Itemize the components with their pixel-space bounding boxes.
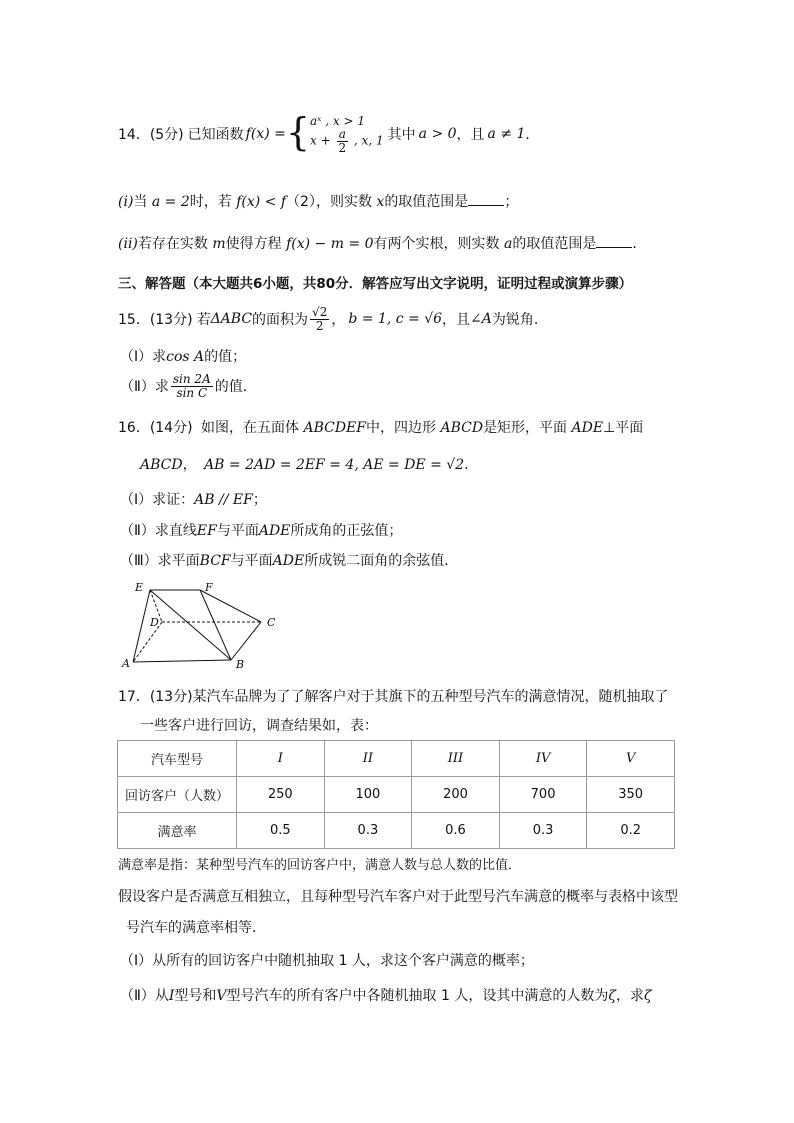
label-E: E [135, 581, 144, 594]
edge-EB [150, 590, 231, 660]
table-cell: 250 [237, 777, 325, 813]
label-F: F [205, 581, 213, 594]
table-cell: 0.3 [499, 813, 587, 849]
table-cell: 0.3 [324, 813, 412, 849]
q16-part3: （Ⅲ）求平面BCF与平面ADE所成锐二面角的余弦值． [120, 553, 459, 569]
satisfaction-table [117, 740, 675, 849]
table-row [118, 741, 675, 777]
q14-blank-1 [468, 193, 504, 206]
q14-case2: x + $\frac{a}{2}$ , x, 1 [310, 127, 384, 155]
edge-FB [200, 590, 231, 660]
label-C: C [267, 616, 276, 629]
label-B: B [236, 658, 245, 671]
table-cell: 700 [499, 777, 587, 813]
table-cell: 200 [412, 777, 500, 813]
model-cell: I [237, 741, 325, 777]
q14-condition-end: ． [525, 127, 540, 143]
q16-part2: （Ⅱ）求直线EF与平面ADE所成角的正弦值； [120, 523, 403, 539]
edge-BC [231, 622, 261, 660]
q15-stem: 15．(13分) 若 ΔABC 的面积为 $\frac{√2}{2}$ ， b = 1, c = √6 ，且 ∠A 为锐角． [118, 304, 548, 333]
edge-AB [133, 660, 231, 662]
model-cell: V [587, 741, 675, 777]
q15-part2: （Ⅱ）求 $\frac{\sin 2A}{\text{sin C}}$ 的值． [120, 371, 257, 400]
q16-stem-2: ABCD， AB = 2AD = 2EF = 4, AE = DE = √2． [140, 457, 479, 473]
q15-part2-frac: $\frac{\sin 2A}{\text{sin C}}$ [172, 371, 211, 400]
model-cell: IV [499, 741, 587, 777]
section3-heading: 三、解答题（本大题共6小题，共80分．解答应写出文字说明，证明过程或演算步骤） [118, 276, 633, 292]
row-label: 满意率 [118, 813, 237, 849]
q14-func: f(x) = [245, 126, 286, 142]
q14-condition-b: a ≠ 1 [487, 126, 526, 142]
q17-note: 满意率是指：某种型号汽车的回访客户中，满意人数与总人数的比值． [118, 858, 522, 873]
edge-EA [133, 590, 150, 662]
q14-condition-text: 其中 [387, 127, 416, 143]
q17-stem-1: 17．(13分)某汽车品牌为了了解客户对于其旗下的五种型号汽车的满意情况，随机抽取了 [118, 689, 669, 705]
table-row [118, 777, 675, 813]
table-cell: 0.6 [412, 813, 500, 849]
q14-part-i: (i)当 a = 2时，若 f(x) < f（2），则实数 x的取值范围是 ； [118, 194, 519, 210]
q16-stem-1: 16．(14分) 如图，在五面体 ABCDEF中，四边形 ABCD是矩形，平面 ADE⊥平面 [118, 420, 644, 436]
q14-line [118, 108, 539, 160]
model-cell: III [412, 741, 500, 777]
table-cell: 350 [587, 777, 675, 813]
header-cell: 汽车型号 [118, 741, 237, 777]
q17-assume-2: 号汽车的满意率相等． [126, 920, 266, 936]
table-cell: 100 [324, 777, 412, 813]
q17-stem-2: 一些客户进行回访，调查结果如，表： [140, 718, 378, 734]
pentahedron-figure [118, 580, 288, 672]
q17-assume-1: 假设客户是否满意互相独立，且每种型号汽车客户对于此型号汽车满意的概率与表格中该型 [118, 889, 678, 905]
table-cell: 0.2 [587, 813, 675, 849]
q16-part1: （Ⅰ）求证：AB // EF； [120, 492, 267, 508]
q14-brace: { [285, 110, 311, 154]
q14-condition-a: a > 0 [418, 126, 457, 142]
q15-area-frac: $\frac{√2}{2}$ [312, 304, 328, 333]
q15-part1: （Ⅰ）求cos A的值； [120, 349, 247, 365]
q14-condition-mid: ，且 [456, 127, 485, 143]
table-row [118, 813, 675, 849]
q14-part-ii: (ii)若存在实数 m使得方程 f(x) − m = 0有两个实根，则实数 a的取值范围是 ． [118, 236, 647, 252]
row-label: 回访客户（人数） [118, 777, 237, 813]
q17-part1: （Ⅰ）从所有的回访客户中随机抽取 1 人，求这个客户满意的概率； [120, 953, 534, 969]
q14-prefix: 已知函数 [187, 127, 244, 143]
table-cell: 0.5 [237, 813, 325, 849]
q14-case2-frac: $\frac{a}{2}$ [338, 127, 347, 155]
label-D: D [150, 616, 159, 629]
q14-piecewise [310, 114, 384, 155]
model-cell: II [324, 741, 412, 777]
label-A: A [122, 657, 130, 670]
q14-number: 14．(5分) [118, 127, 184, 143]
q14-case1: aˣ , x > 1 [310, 113, 365, 128]
edge-FC [200, 590, 261, 622]
q14-blank-2 [596, 235, 632, 248]
q17-part2: （Ⅱ）从I型号和V型号汽车的所有客户中各随机抽取 1 人，设其中满意的人数为ζ，求ζ [120, 988, 652, 1004]
